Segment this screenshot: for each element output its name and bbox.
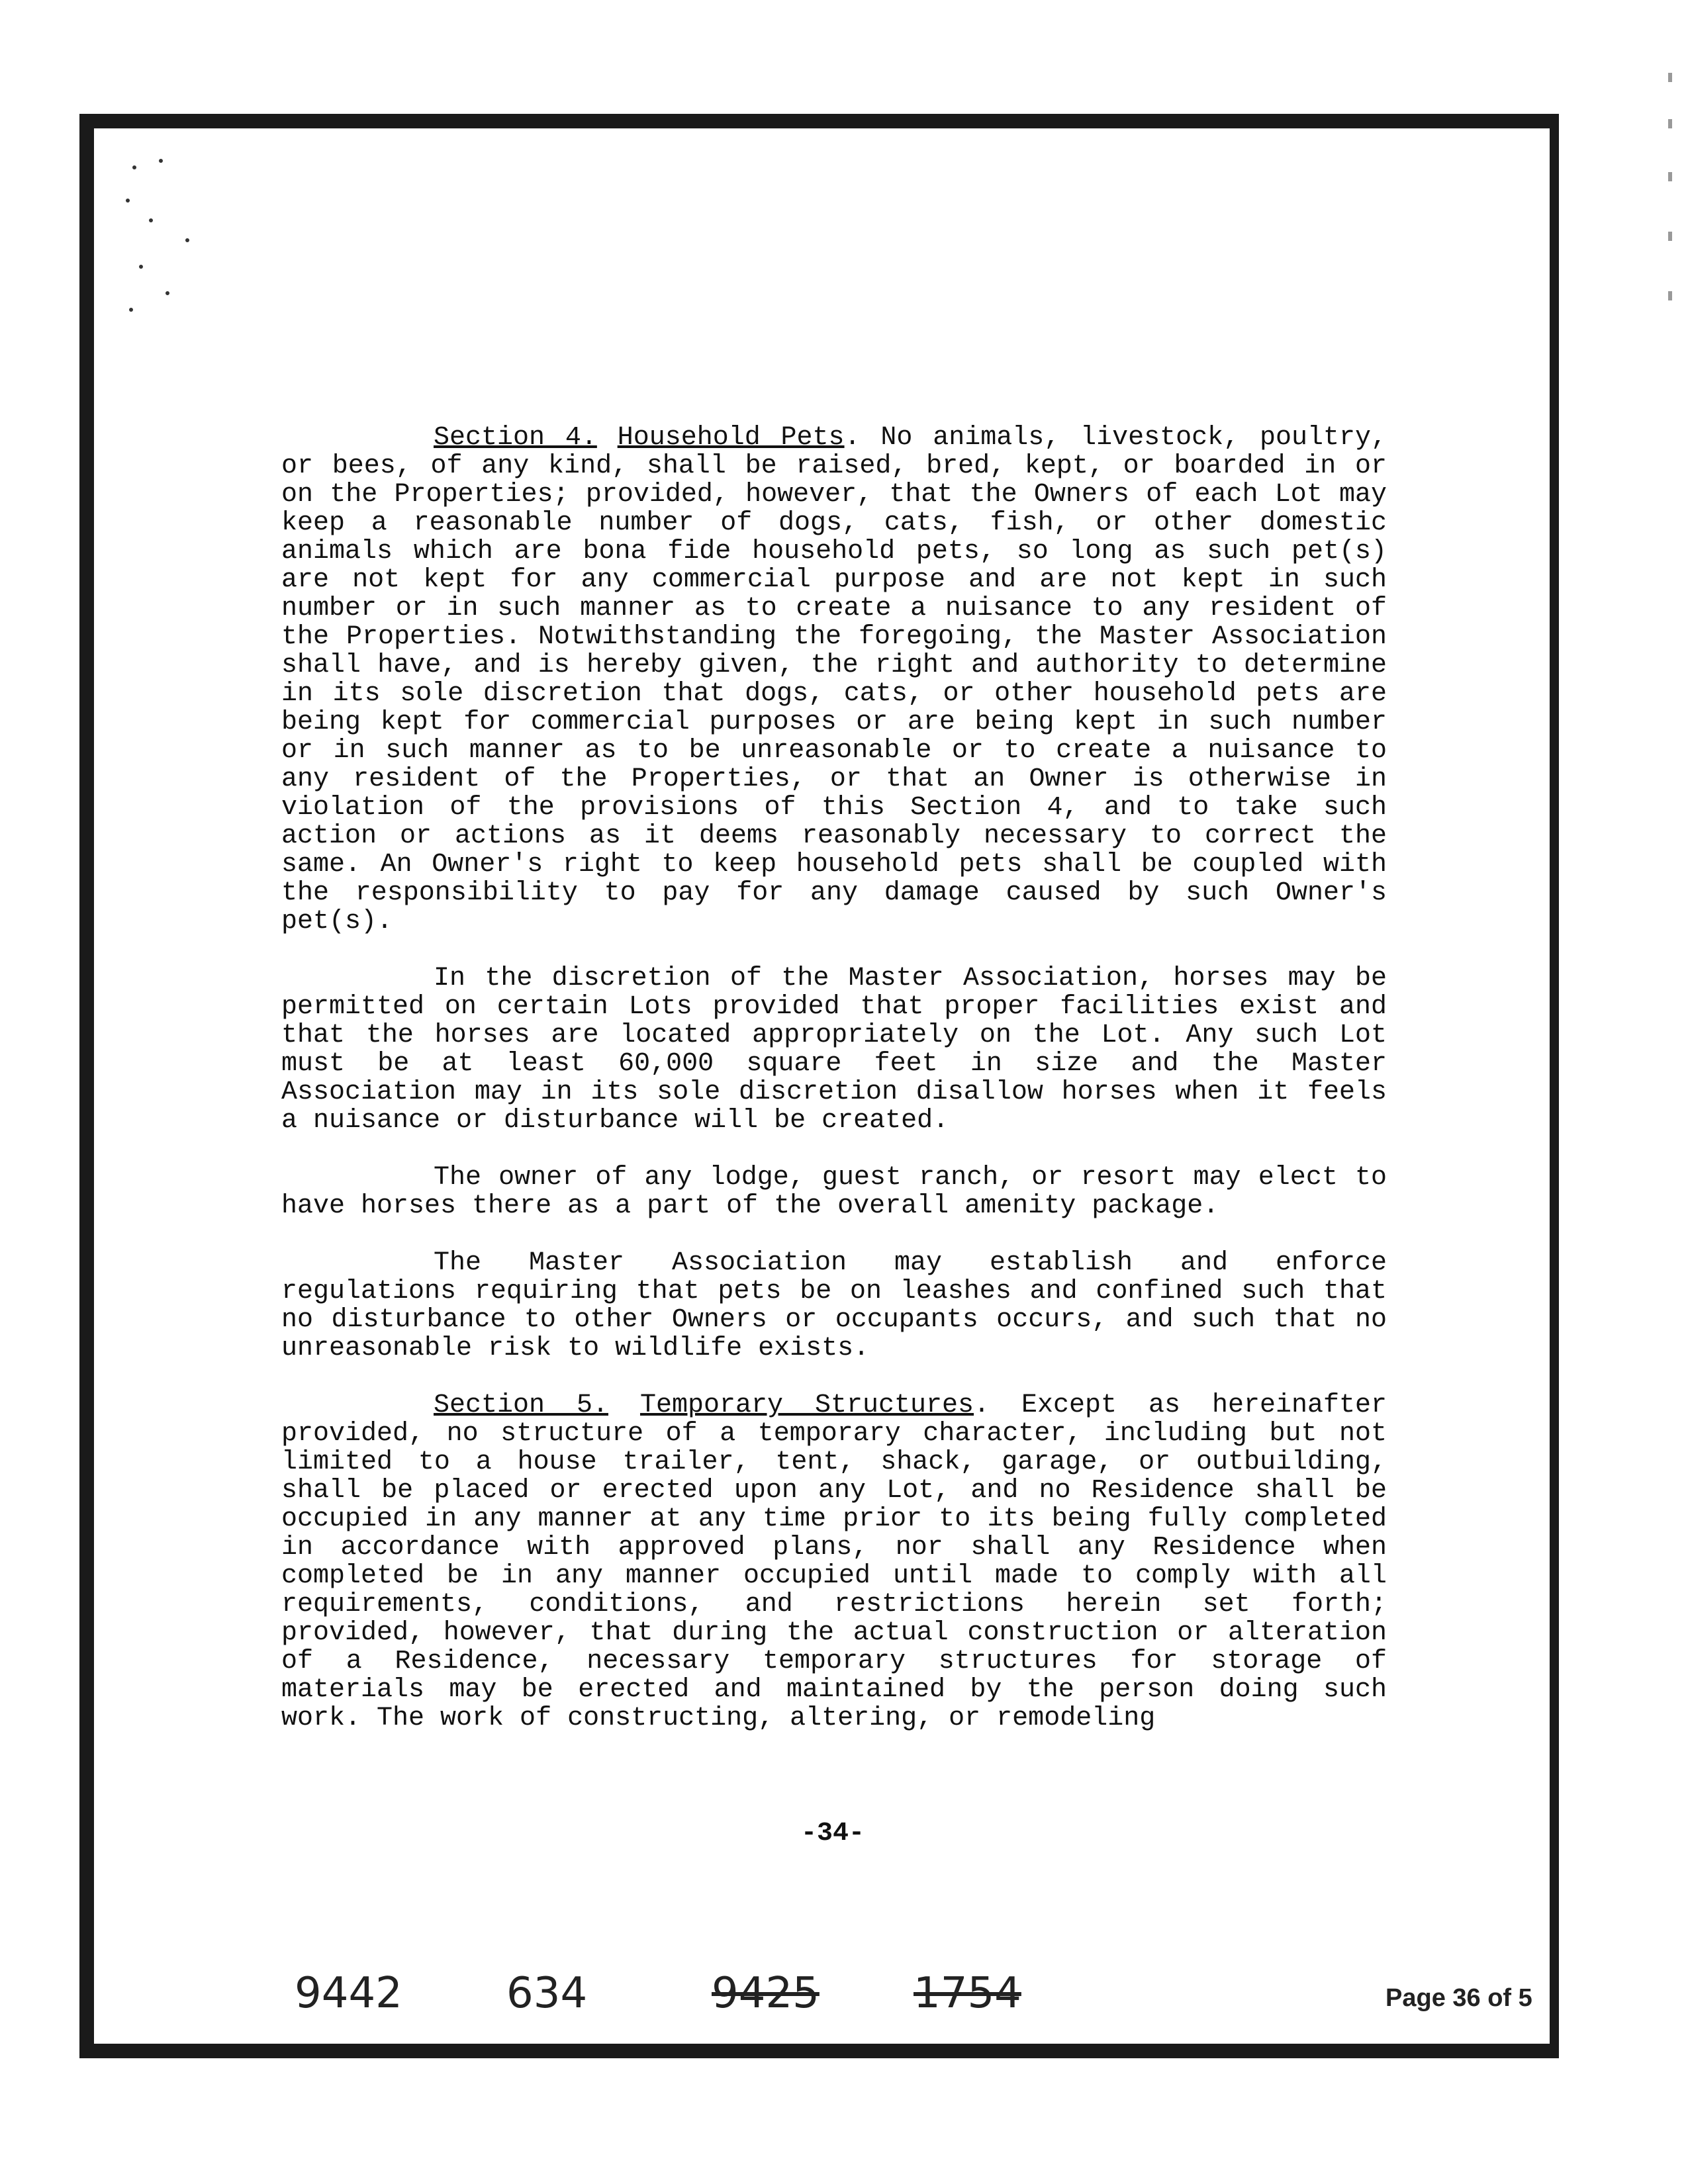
- footer-page-label: Page 36 of 5: [1385, 1984, 1532, 2012]
- struck-number-2: 1754: [914, 1969, 1021, 2018]
- section-5-text: Except as hereinafter provided, no structure of a temporary character, including but not limited to a house trailer, tent, shack, garage, or outbuilding, shall be placed or erected upon any Lot, and no Residence shall be occupied in any manner at any time prior to its being fully completed in accordance with approved plans, nor shall any Residence when completed be in any manner occupied until made to comply with all requirements, conditions, and restrictions herein set forth; provided, however, that during the actual construction or alteration of a Residence, necessary temporary structures for storage of materials may be erected and maintained by the person doing such work. The work of constructing, altering, or remodeling: [281, 1390, 1387, 1733]
- section-4-paragraph-2: In the discretion of the Master Association, horses may be permitted on certain Lots provided that proper facilities exist and that the horses are located appropriately on the Lot. Any such Lot must be at least 60,000 square feet in size and the Master Association may in its sole discretion disallow horses when it feels a nuisance or disturbance will be created.: [281, 964, 1387, 1136]
- section-4-paragraph-3: The owner of any lodge, guest ranch, or resort may elect to have horses there as a part of the overall amenity package.: [281, 1163, 1387, 1221]
- section-4-text: No animals, livestock, poultry, or bees, of any kind, shall be raised, bred, kept, or boarded in or on the Properties; provided, however, that the Owners of each Lot may keep a reasonable number of dogs, cats, fish, or other domestic animals which are bona fide household pets, so long as such pet(s) are not kept for any commercial purpose and are not kept in such number or in such manner as to create a nuisance to any resident of the Properties. Notwithstanding the foregoing, the Master Association shall have, and is hereby given, the right and authority to determine in its sole discretion that dogs, cats, or other household pets are being kept for commercial purposes or are being kept in such number or in such manner as to be unreasonable or to create a nuisance to any resident of the Properties, or that an Owner is otherwise in violation of the provisions of this Section 4, and to take such action or actions as it deems reasonably necessary to correct the same. An Owner's right to keep household pets shall be coupled with the responsibility to pay for any damage caused by such Owner's pet(s).: [281, 423, 1387, 936]
- scan-specks: [119, 159, 218, 318]
- section-5-title: Temporary Structures: [639, 1390, 974, 1420]
- section-4-paragraph-1: Section 4. Household Pets. No animals, livestock, poultry, or bees, of any kind, shall be raised, bred, kept, or boarded in or on the Properties; provided, however, that the Owners of each Lot may keep a reasonable number of dogs, cats, fish, or other domestic animals which are bona fide household pets, so long as such pet(s) are not kept for any commercial purpose and are not kept in such number or in such manner as to create a nuisance to any resident of the Properties. Notwithstanding the foregoing, the Master Association shall have, and is hereby given, the right and authority to determine in its sole discretion that dogs, cats, or other household pets are being kept for commercial purposes or are being kept in such number or in such manner as to be unreasonable or to create a nuisance to any resident of the Properties, or that an Owner is otherwise in violation of the provisions of this Section 4, and to take such action or actions as it deems reasonably necessary to correct the same. An Owner's right to keep household pets shall be coupled with the responsibility to pay for any damage caused by such Owner's pet(s).: [281, 423, 1387, 936]
- section-4-number: Section 4.: [434, 423, 597, 453]
- struck-number-1: 9425: [712, 1969, 820, 2018]
- document-body: [281, 424, 1387, 1761]
- page-number: -34-: [801, 1819, 865, 1848]
- handwritten-number-2: 634: [506, 1969, 588, 2018]
- handwritten-number-1: 9442: [295, 1969, 402, 2018]
- section-4-paragraph-4: The Master Association may establish and enforce regulations requiring that pets be on leashes and confined such that no disturbance to other Owners or occupants occurs, and such that no unreasonable risk to wildlife exists.: [281, 1248, 1387, 1363]
- section-5-number: Section 5.: [434, 1390, 608, 1420]
- section-4-title: Household Pets: [617, 423, 845, 453]
- section-5-paragraph-1: Section 5. Temporary Structures. Except as hereinafter provided, no structure of a temporary character, including but not limited to a house trailer, tent, shack, garage, or outbuilding, shall be placed or erected upon any Lot, and no Residence shall be occupied in any manner at any time prior to its being fully completed in accordance with approved plans, nor shall any Residence when completed be in any manner occupied until made to comply with all requirements, conditions, and restrictions herein set forth; provided, however, that during the actual construction or alteration of a Residence, necessary temporary structures for storage of materials may be erected and maintained by the person doing such work. The work of constructing, altering, or remodeling: [281, 1390, 1387, 1733]
- edge-marks: [1668, 73, 1672, 311]
